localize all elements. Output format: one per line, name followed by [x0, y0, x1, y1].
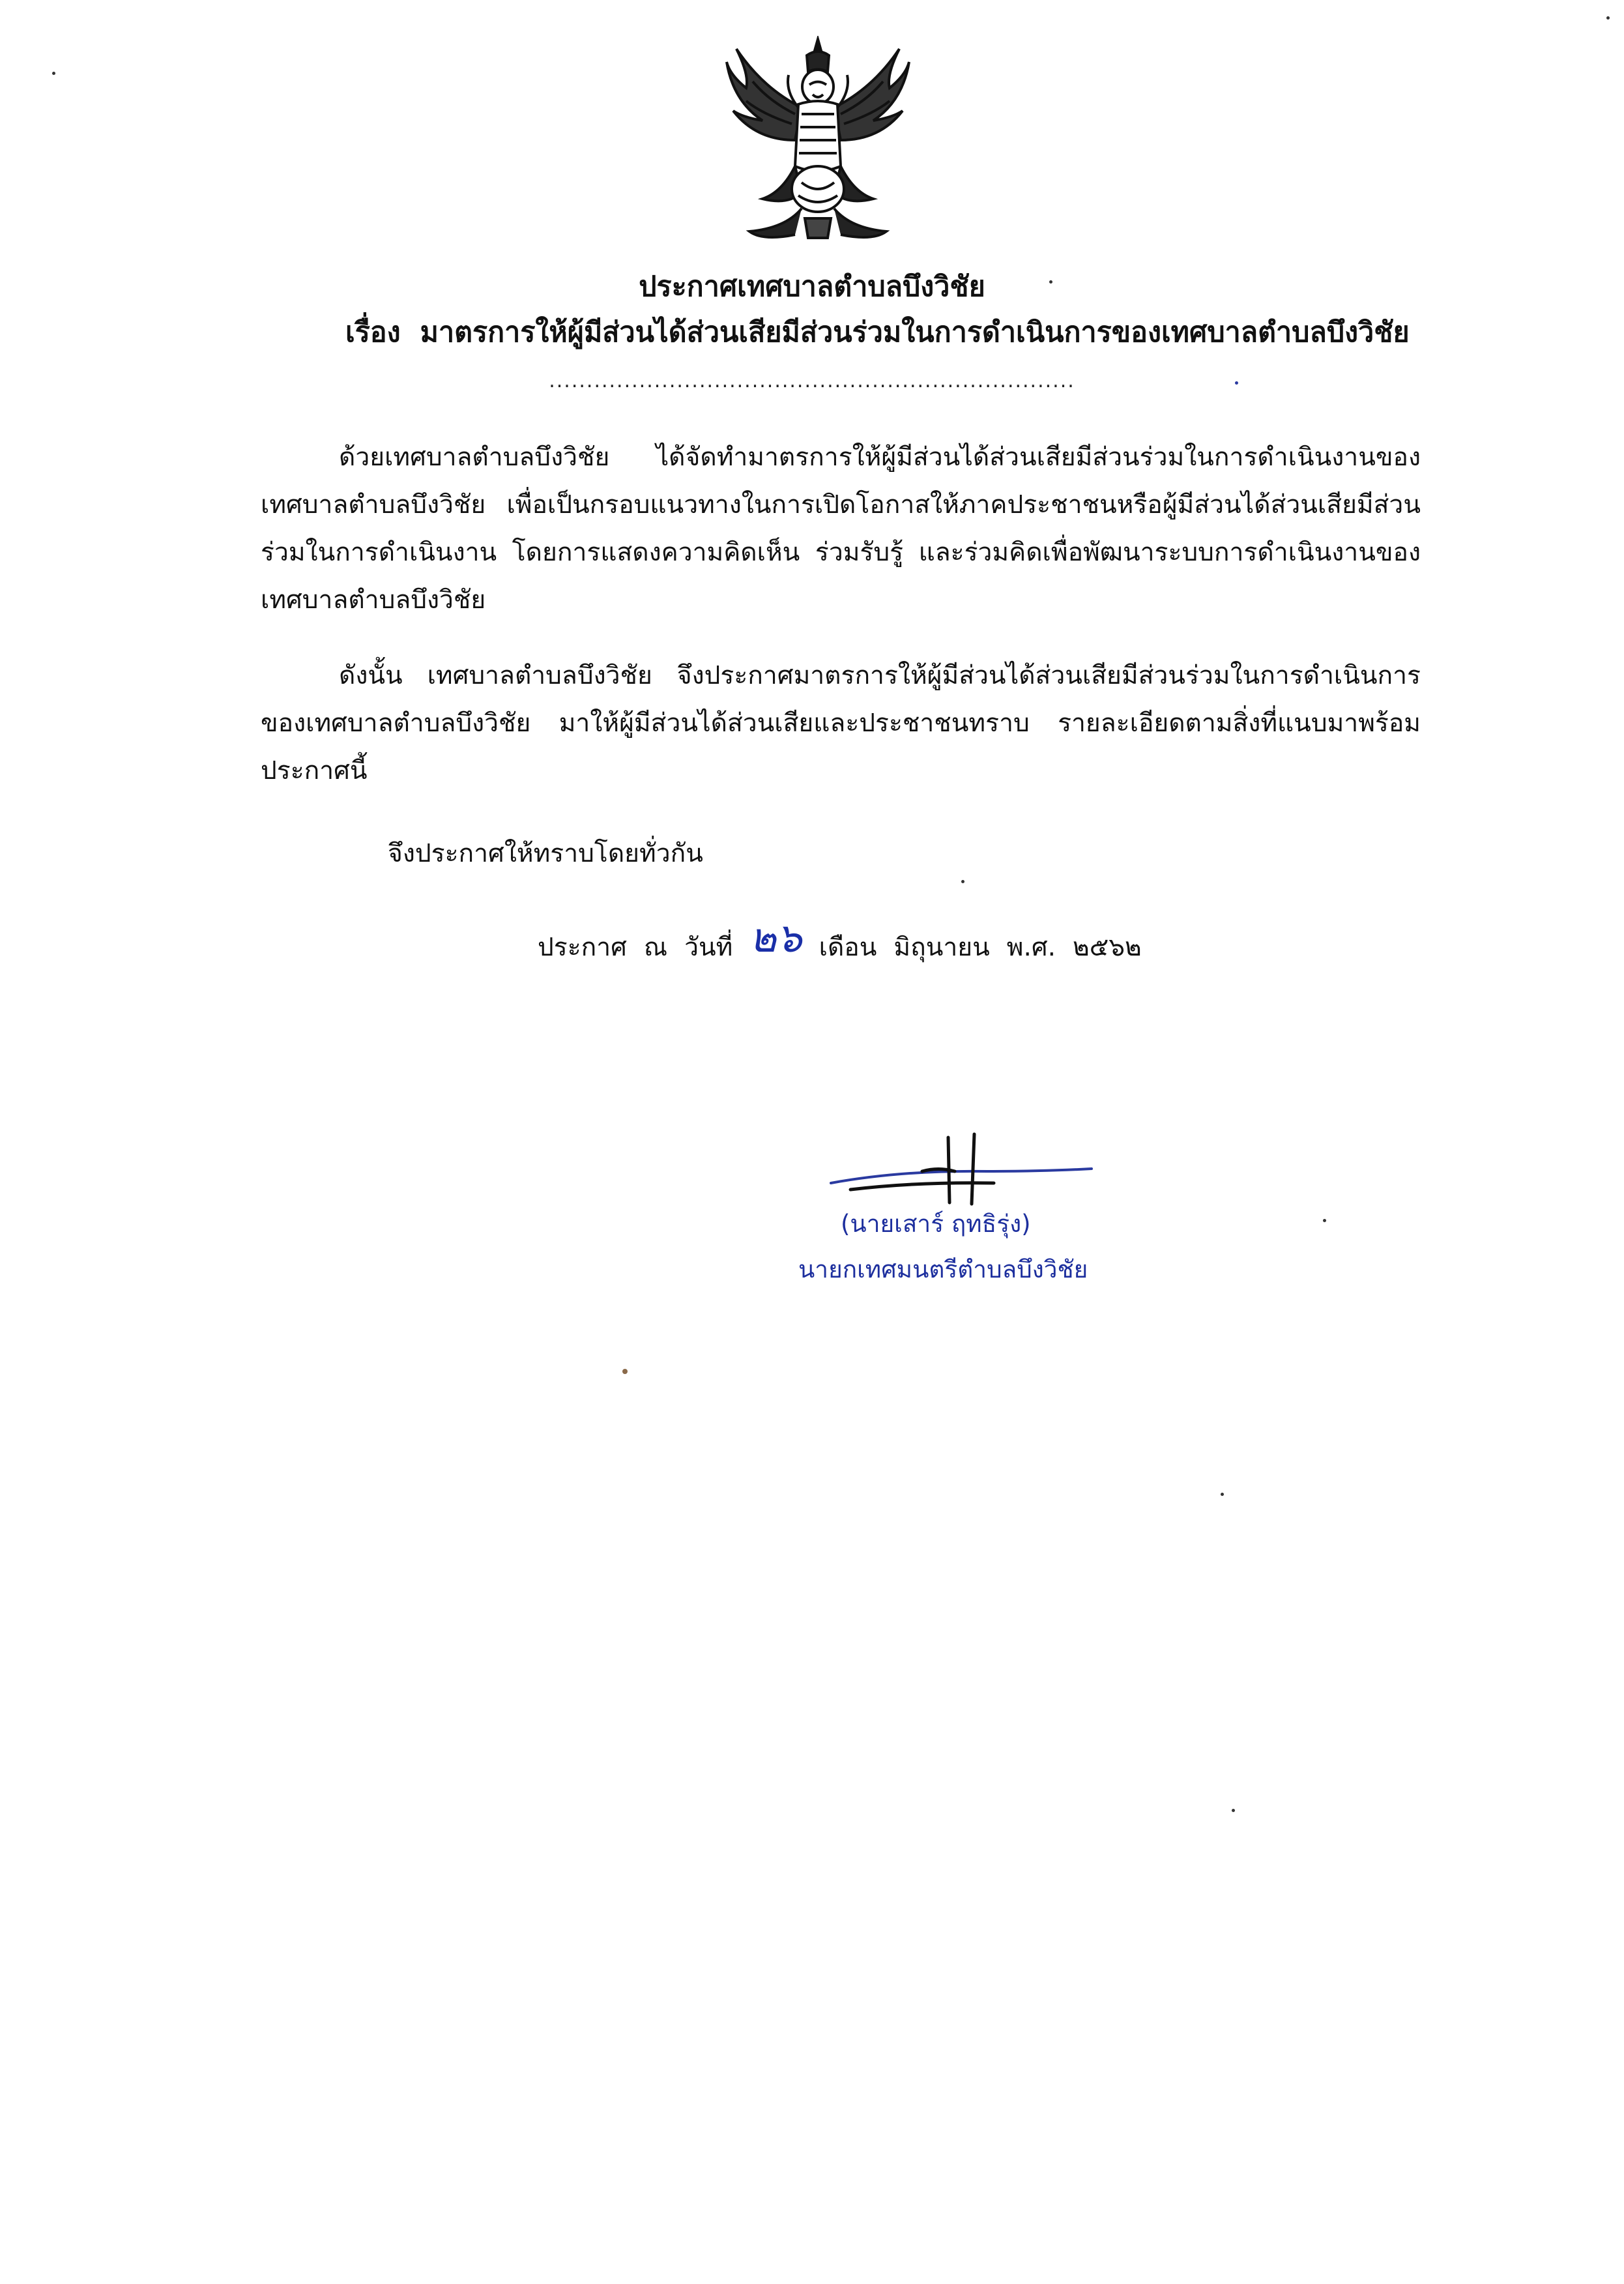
- subject-text: มาตรการให้ผู้มีส่วนได้ส่วนเสียมีส่วนร่วมในการดำเนินการของเทศบาลตำบลบึงวิชัย: [420, 316, 1410, 349]
- document-subject: [345, 313, 1410, 352]
- scan-speck: [52, 72, 55, 75]
- subject-label: เรื่อง: [345, 316, 401, 349]
- scan-speck: [961, 880, 964, 883]
- dateline-prefix: ประกาศ: [538, 933, 627, 962]
- scan-speck: [1606, 16, 1610, 20]
- scan-speck: [1221, 1493, 1224, 1496]
- dateline-day: ๒๖: [749, 914, 802, 961]
- announcement-dateline: [538, 914, 1159, 967]
- dateline-day-label: วันที่: [684, 933, 733, 962]
- dateline-year-label: พ.ศ.: [1006, 933, 1056, 962]
- closing-statement: จึงประกาศให้ทราบโดยทั่วกัน: [388, 839, 703, 868]
- signer-position: นายกเทศมนตรีตำบลบึงวิชัย: [798, 1255, 1088, 1283]
- dotted-divider: ......................................................................: [549, 370, 1075, 392]
- document-title: ประกาศเทศบาลตำบลบึงวิชัย: [639, 271, 985, 303]
- scan-speck: [1323, 1219, 1326, 1222]
- body-paragraph-1: ด้วยเทศบาลตำบลบึงวิชัย ได้จัดทำมาตรการให้ผู้มีส่วนได้ส่วนเสียมีส่วนร่วมในการดำเนินงานของเทศบาลตำบลบึงวิชัย เพื่อเป็นกรอบแนวทางในการเปิดโอกาสให้ภาคประชาชนหรือผู้มีส่วนได้ส่วนเสียมีส่วนร่วมในการดำเนินงาน โดยการแสดงความคิดเห็น ร่วมรับรู้ และร่วมคิดเพื่อพัฒนาระบบการดำเนินงานของเทศบาลตำบลบึงวิชัย: [261, 443, 1421, 615]
- scan-speck: [1232, 1809, 1235, 1812]
- scan-speck: [1049, 280, 1052, 284]
- signer-name: (นายเสาร์ ฤทธิรุ่ง): [841, 1210, 1031, 1238]
- scan-speck: [1235, 381, 1238, 385]
- garuda-emblem-icon: [723, 36, 912, 251]
- dateline-year: ๒๕๖๒: [1073, 933, 1142, 962]
- dateline-at: ณ: [643, 933, 668, 962]
- scan-speck: [622, 1369, 628, 1374]
- dateline-month-label: เดือน: [819, 933, 877, 962]
- body-paragraph-2: ดังนั้น เทศบาลตำบลบึงวิชัย จึงประกาศมาตรการให้ผู้มีส่วนได้ส่วนเสียมีส่วนร่วมในการดำเนินการของเทศบาลตำบลบึงวิชัย มาให้ผู้มีส่วนได้ส่วนเสียและประชาชนทราบ รายละเอียดตามสิ่งที่แนบมาพร้อมประกาศนี้: [261, 661, 1421, 785]
- dateline-month: มิถุนายน: [893, 933, 990, 962]
